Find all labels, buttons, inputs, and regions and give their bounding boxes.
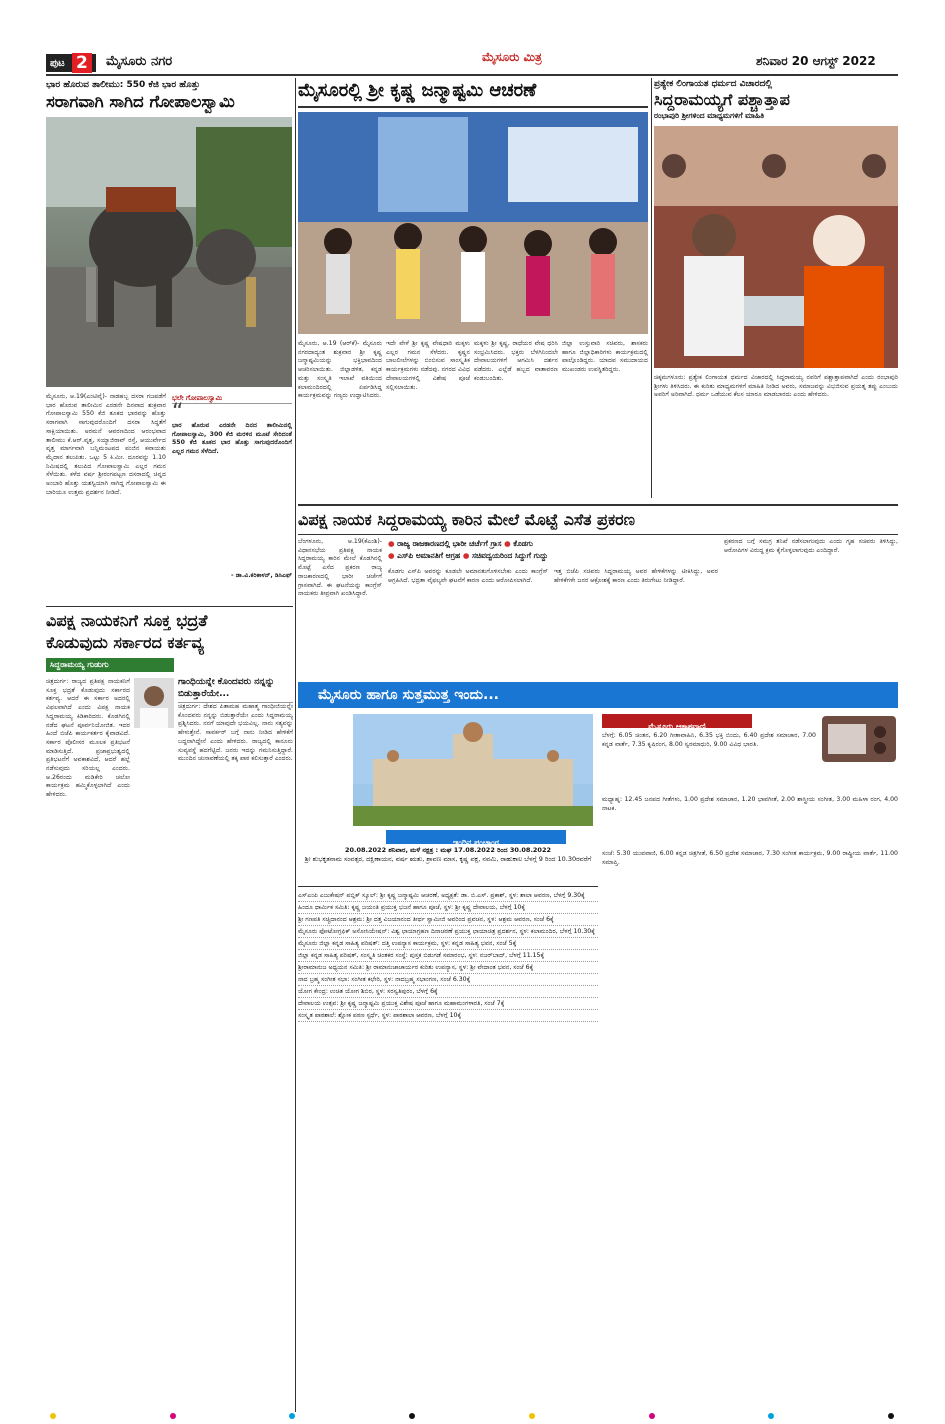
column-rule <box>295 78 296 1412</box>
security-body: ಚಿತ್ರದುರ್ಗ: ರಾಜ್ಯದ ಪ್ರತಿಪಕ್ಷ ನಾಯಕನಿಗೆ ಸೂಕ್ತ ಭದ್ರತೆ ಕೊಡುವುದು ಸರ್ಕಾರದ ಕರ್ತವ್ಯ. ಆದರೆ ಈ ಸರ್ಕಾರ ಅದರಲ್ಲಿ ವಿಫಲವಾಗಿದೆ ಎಂದು ವಿಪಕ್ಷ ನಾಯಕ ಸಿದ್ದರಾಮಯ್ಯ ಕಿಡಿಕಾರಿದರು. ಕೊಡಗಿನಲ್ಲಿ ನಡೆದ ಘಟನೆ ಪೂರ್ವನಿಯೋಜಿತ. ಇದರ ಹಿಂದೆ ಬಿಜೆಪಿ ಕಾರ್ಯಕರ್ತರ ಕೈವಾಡವಿದೆ. ಸರ್ಕಾರ ಪೊಲೀಸರ ಮೂಲಕ ಪ್ರತಿಭಟನೆ ಮಾಡಿಸುತ್ತಿದೆ. ಪ್ರಜಾಪ್ರಭುತ್ವದಲ್ಲಿ ಪ್ರತಿಭಟನೆಗೆ ಅವಕಾಶವಿದೆ, ಆದರೆ ಹಲ್ಲೆ ನಡೆಸುವುದು ಸರಿಯಲ್ಲ ಎಂದರು. ಆ.26ರಂದು ಮಡಿಕೇರಿ ಚಲೋ ಕಾರ್ಯಕ್ರಮ ಹಮ್ಮಿಕೊಳ್ಳಲಾಗಿದೆ ಎಂದು ಹೇಳಿದರು. <box>46 678 130 799</box>
lead-body-3: ಮಕ್ಕಳು ಶ್ರೀ ಕೃಷ್ಣ, ರಾಧೆಯರ ವೇಷ ಧರಿಸಿ ಸಂಭ್ರಮಿಸಿದರು. ಭಕ್ತರು ಬೆಳಗಿನಿಂದಲೇ ದೇವಾಲಯಗಳಿಗೆ ಆಗಮಿಸಿ ದರ್ಶನ ಪಡೆದರು. ಎಲ್ಲೆಡೆ ಹಬ್ಬದ ವಾತಾವರಣ ಕಂಡುಬಂದಿತು. <box>474 340 558 382</box>
page-label: ಪುಟ 2 <box>46 54 96 72</box>
bullet-dot-icon: ● <box>388 551 395 560</box>
palace-photo <box>353 714 593 826</box>
event-item: ನಾದ ಬ್ರಹ್ಮ ಸಂಗೀತ ಸಭಾ: ಸಂಗೀತ ಕಛೇರಿ, ಸ್ಥಳ: ನಾದಬ್ರಹ್ಮ ಸಭಾಂಗಣ, ಸಂಜೆ 6.30ಕ್ಕೆ <box>298 974 598 986</box>
event-item: ಸಂಸ್ಕೃತ ಪಾಠಶಾಲೆ: ಶ್ಲೋಕ ಪಠಣ ಸ್ಪರ್ಧೆ, ಸ್ಥಳ: ಪಾಠಶಾಲಾ ಆವರಣ, ಬೆಳಗ್ಗೆ 10ಕ್ಕೆ <box>298 1010 598 1022</box>
banner-body-3: ಇತ್ತ ಬಿಜೆಪಿ ಸಚಿವರು ಸಿದ್ದರಾಮಯ್ಯ ಅವರ ಹೇಳಿಕೆಗಳನ್ನು ಟೀಕಿಸಿದ್ದು, ಅವರ ಹೇಳಿಕೆಗಳೇ ಜನರ ಆಕ್ರೋಶಕ್ಕೆ ಕಾರಣ ಎಂದು ತಿರುಗೇಟು ನೀಡಿದ್ದಾರೆ. <box>554 568 718 584</box>
banner-bullet-4: ಸಚಿವದ್ವಯರಿಂದ ಸಿದ್ದುಗೆ ಗುದ್ದು <box>471 551 548 560</box>
panchanga-box <box>298 846 598 887</box>
quote-box-title: ಭಲೇ ಗೋಪಾಲಸ್ವಾಮಿ <box>172 393 292 404</box>
quote-box <box>172 393 292 603</box>
page-date: ಶನಿವಾರ 20 ಆಗಸ್ಟ್ 2022 <box>756 54 876 68</box>
panchanga-line-1: 20.08.2022 ಶನಿವಾರ, ಮಳೆ ನಕ್ಷತ್ರ : ಮಘ 17.08.2022 ರಿಂದ 30.08.2022 <box>344 846 551 854</box>
event-item: ಜಿಲ್ಲಾ ಕನ್ನಡ ಸಾಹಿತ್ಯ ಪರಿಷತ್, ಸಂಸ್ಕೃತಿ ಚಿಂತಕರ ಸಂಸ್ಥೆ: ಪುಸ್ತಕ ಬಿಡುಗಡೆ ಸಮಾರಂಭ, ಸ್ಥಳ: ನಜರ್‌ಬಾದ್, ಬೆಳಗ್ಗೆ 11.15ಕ್ಕೆ <box>298 950 598 962</box>
event-item: ಮೈಸೂರು ಜಿಲ್ಲಾ ಕನ್ನಡ ಸಾಹಿತ್ಯ ಪರಿಷತ್: ದತ್ತಿ ಉಪನ್ಯಾಸ ಕಾರ್ಯಕ್ರಮ, ಸ್ಥಳ: ಕನ್ನಡ ಸಾಹಿತ್ಯ ಭವನ, ಸಂಜೆ 5ಕ್ಕೆ <box>298 938 598 950</box>
left-story <box>46 79 293 603</box>
banner-body-1: ಬೆಂಗಳೂರು, ಆ.19(ಕೆಎಂಶಿ)- ವಿಧಾನಸಭೆಯ ಪ್ರತಿಪಕ್ಷ ನಾಯಕ ಸಿದ್ದರಾಮಯ್ಯ ಕಾರಿನ ಮೇಲೆ ಕೊಡಗಿನಲ್ಲಿ ಮೊಟ್ಟೆ ಎಸೆದ ಪ್ರಕರಣ ರಾಜ್ಯ ರಾಜಕಾರಣದಲ್ಲಿ ಭಾರೀ ಚರ್ಚೆಗೆ ಗ್ರಾಸವಾಗಿದೆ. ಈ ಘಟನೆಯನ್ನು ಕಾಂಗ್ರೆಸ್ ನಾಯಕರು ತೀವ್ರವಾಗಿ ಖಂಡಿಸಿದ್ದಾರೆ. <box>298 538 382 598</box>
radio-body-2: ಮಧ್ಯಾಹ್ನ: 12.45 ಜನಪದ ಗೀತೆಗಳು, 1.00 ಪ್ರದೇಶ ಸಮಾಚಾರ, 1.20 ಭಾವಗೀತೆ, 2.00 ಶಾಸ್ತ್ರೀಯ ಸಂಗೀತ, 3.00 ಮಹಿಳಾ ರಂಗ, 4.00 ನಾಟಕ. <box>602 796 898 812</box>
registration-mark <box>649 1413 655 1419</box>
janmashtami-photo <box>298 112 648 334</box>
event-item: ಶ್ರೀ ಗಣಪತಿ ಸಚ್ಚಿದಾನಂದ ಆಶ್ರಮ: ಶ್ರೀ ದತ್ತ ವಿಜಯಾನಂದ ತೀರ್ಥ ಸ್ವಾಮೀಜಿ ಅವರಿಂದ ಪ್ರವಚನ, ಸ್ಥಳ: ಆಶ್ರಮ ಆವರಣ, ಸಂಜೆ 6ಕ್ಕೆ <box>298 914 598 926</box>
lead-headline: ಮೈಸೂರಲ್ಲಿ ಶ್ರೀ ಕೃಷ್ಣ ಜನ್ಮಾಷ್ಟಮಿ ಆಚರಣೆ <box>298 80 537 101</box>
right-headline: ಸಿದ್ದರಾಮಯ್ಯಗೆ ಪಶ್ಚಾತ್ತಾಪ <box>654 90 790 109</box>
security-tab: ಸಿದ್ದರಾಮಯ್ಯ ಗುಡುಗು <box>46 658 174 672</box>
registration-mark <box>289 1413 295 1419</box>
section-rule <box>46 606 293 607</box>
gandhi-body: ಚಿತ್ರದುರ್ಗ: ದೇಶದ ಪಿತಾಮಹ ಮಹಾತ್ಮ ಗಾಂಧೀಜಿಯನ್ನೇ ಕೊಂದವರು ನನ್ನನ್ನು ಬಿಡುತ್ತಾರೆಯೇ ಎಂದು ಸಿದ್ದರಾಮಯ್ಯ ಪ್ರಶ್ನಿಸಿದರು. ನನಗೆ ಯಾವುದೇ ಭಯವಿಲ್ಲ. ನಾನು ಸತ್ಯವನ್ನು ಹೇಳುತ್ತೇನೆ. ಸಾವರ್ಕರ್ ಬಗ್ಗೆ ನಾನು ನೀಡಿದ ಹೇಳಿಕೆಗೆ ಬದ್ಧನಾಗಿದ್ದೇನೆ ಎಂದು ಹೇಳಿದರು. ರಾಜ್ಯದಲ್ಲಿ ಕಾನೂನು ಸುವ್ಯವಸ್ಥೆ ಹದಗೆಟ್ಟಿದೆ. ಜನರು ಇದನ್ನು ಗಮನಿಸುತ್ತಿದ್ದಾರೆ. ಮುಂದಿನ ಚುನಾವಣೆಯಲ್ಲಿ ತಕ್ಕ ಪಾಠ ಕಲಿಸುತ್ತಾರೆ ಎಂದರು. <box>178 703 293 763</box>
quote-box-credit: - ಡಾ.ವಿ.ಕರಿಕಾಳನ್, ಡಿಸಿಎಫ್ <box>231 572 292 579</box>
palace-illustration <box>353 714 593 826</box>
radio-title-box <box>602 714 752 731</box>
page-number: 2 <box>72 53 92 73</box>
janmashtami-illustration <box>298 112 648 334</box>
siddaramaiah-photo <box>134 678 174 728</box>
radio-body-3: ಸಂಜೆ: 5.30 ಯುವವಾಣಿ, 6.00 ಕನ್ನಡ ಚಿತ್ರಗೀತೆ, 6.50 ಪ್ರದೇಶ ಸಮಾಚಾರ, 7.30 ಸಂಗೀತ ಕಾರ್ಯಕ್ರಮ, 9.00 ರಾಷ್ಟ್ರೀಯ ವಾರ್ತೆ, 11.00 ಸಮಾಪ್ತಿ. <box>602 850 898 866</box>
radio-icon <box>822 716 896 762</box>
radio-box <box>602 714 898 1410</box>
registration-mark <box>50 1413 56 1419</box>
section-name: ಮೈಸೂರು ನಗರ <box>106 54 173 69</box>
lead-body-4: ಜಿಲ್ಲಾ ಉಸ್ತುವಾರಿ ಸಚಿವರು, ಶಾಸಕರು ಹಾಗೂ ಜಿಲ್ಲಾಧಿಕಾರಿಗಳು ಕಾರ್ಯಕ್ರಮದಲ್ಲಿ ಪಾಲ್ಗೊಂಡಿದ್ದರು. ಯಾದವ ಸಮುದಾಯದ ಮುಖಂಡರು ಉಪಸ್ಥಿತರಿದ್ದರು. <box>562 340 648 374</box>
right-kicker: ಪ್ರತ್ಯೇಕ ಲಿಂಗಾಯತ ಧರ್ಮದ ವಿಚಾರದಲ್ಲಿ <box>654 79 773 89</box>
column-rule <box>651 78 652 498</box>
rambhapuri-illustration <box>654 126 898 368</box>
security-story <box>46 610 293 1410</box>
banner-headline: ವಿಪಕ್ಷ ನಾಯಕ ಸಿದ್ದರಾಮಯ್ಯ ಕಾರಿನ ಮೇಲೆ ಮೊಟ್ಟೆ ಎಸೆತ ಪ್ರಕರಣ <box>298 510 635 529</box>
security-headline-2: ಕೊಡುವುದು ಸರ್ಕಾರದ ಕರ್ತವ್ಯ <box>46 633 204 652</box>
gandhi-headline: ಗಾಂಧಿಯನ್ನೇ ಕೊಂದವರು ನನ್ನನ್ನು ಬಿಡುತ್ತಾರೆಯೇ... <box>178 676 293 703</box>
rambhapuri-photo <box>654 126 898 368</box>
banner-bullet-2: ಕೊಡಗು <box>513 539 533 548</box>
gandhi-story <box>178 676 293 1396</box>
event-item: ಹಿಂದೂ ಧಾರ್ಮಿಕ ಸಮಿತಿ: ಕೃಷ್ಣ ಜಯಂತಿ ಪ್ರಯುಕ್ತ ಭಜನೆ ಹಾಗೂ ಪೂಜೆ, ಸ್ಥಳ: ಶ್ರೀ ಕೃಷ್ಣ ದೇವಾಲಯ, ಬೆಳಗ್ಗೆ 10ಕ್ಕೆ <box>298 902 598 914</box>
panchanga-title: ಇಂದಿನ ಪಂಚಾಂಗ <box>386 830 566 844</box>
bullet-dot-icon: ● <box>388 539 395 548</box>
event-item: ಯೋಗ ಕೇಂದ್ರ: ಉಚಿತ ಯೋಗ ಶಿಬಿರ, ಸ್ಥಳ: ಸರಸ್ವತಿಪುರಂ, ಬೆಳಗ್ಗೆ 6ಕ್ಕೆ <box>298 986 598 998</box>
right-body: ಚಿಕ್ಕಮಗಳೂರು: ಪ್ರತ್ಯೇಕ ಲಿಂಗಾಯತ ಧರ್ಮದ ವಿಚಾರದಲ್ಲಿ ಸಿದ್ದರಾಮಯ್ಯ ನವರಿಗೆ ಪಶ್ಚಾತ್ತಾಪವಾಗಿದೆ ಎಂದು ರಂಭಾಪುರಿ ಶ್ರೀಗಳು ತಿಳಿಸಿದರು. ಈ ಕುರಿತು ಮಾಧ್ಯಮಗಳಿಗೆ ಮಾಹಿತಿ ನೀಡಿದ ಅವರು, ಸಮಾಜವನ್ನು ವಿಭಜಿಸುವ ಪ್ರಯತ್ನ ತಪ್ಪು ಎಂಬುದು ಅವರಿಗೆ ಅರಿವಾಗಿದೆ. ಧರ್ಮ ಒಡೆಯುವ ಕೆಲಸ ಯಾರೂ ಮಾಡಬಾರದು ಎಂದು ಹೇಳಿದರು. <box>654 374 898 399</box>
elephant-illustration <box>46 117 292 387</box>
quote-mark-icon: “ <box>172 400 184 425</box>
event-item: ಶ್ರೀರಾಮಾನುಜ ಅಧ್ಯಯನ ಸಮಿತಿ: ಶ್ರೀ ರಾಮಾನುಜಾಚಾರ್ಯರ ಕುರಿತು ಉಪನ್ಯಾಸ, ಸ್ಥಳ: ಶ್ರೀ ವೇದಾಂತ ಭವನ, ಸಂಜೆ 6ಕ್ಕೆ <box>298 962 598 974</box>
elephant-photo <box>46 117 292 387</box>
registration-mark <box>768 1413 774 1419</box>
events-banner: ಮೈಸೂರು ಹಾಗೂ ಸುತ್ತಮುತ್ತ ಇಂದು... <box>298 682 898 708</box>
lead-headline-box <box>298 78 648 108</box>
security-headline-1: ವಿಪಕ್ಷ ನಾಯಕನಿಗೆ ಸೂಕ್ತ ಭದ್ರತೆ <box>46 611 208 630</box>
right-story <box>654 78 898 498</box>
registration-mark <box>409 1413 415 1419</box>
event-item: ಎಸ್‌ಎಂಪಿ ಎಜುಕೇಷನ್ ಪಬ್ಲಿಕ್ ಸ್ಕೂಲ್: ಶ್ರೀ ಕೃಷ್ಣ ಜನ್ಮಾಷ್ಟಮಿ ಆಚರಣೆ, ಅಧ್ಯಕ್ಷತೆ: ಡಾ. ಬಿ.ಎಸ್. ಪ್ರಕಾಶ್, ಸ್ಥಳ: ಶಾಲಾ ಆವರಣ, ಬೆಳಗ್ಗೆ 9.30ಕ್ಕೆ <box>298 890 598 902</box>
registration-mark <box>529 1413 535 1419</box>
event-item: ದೇವಾಲಯ ಉತ್ಸವ: ಶ್ರೀ ಕೃಷ್ಣ ಜನ್ಮಾಷ್ಟಮಿ ಪ್ರಯುಕ್ತ ವಿಶೇಷ ಪೂಜೆ ಹಾಗೂ ಮಹಾಮಂಗಳಾರತಿ, ಸಂಜೆ 7ಕ್ಕೆ <box>298 998 598 1010</box>
banner-headline-box <box>298 504 898 535</box>
bullet-dot-icon: ● <box>504 539 511 548</box>
radio-body-1: ಬೆಳಗ್ಗೆ: 6.05 ಚಿಂತನ, 6.20 ಗೀತಾವಾಹಿನಿ, 6.35 ಭಕ್ತಿ ಬಿಂದು, 6.40 ಪ್ರದೇಶ ಸಮಾಚಾರ, 7.00 ಕನ್ನಡ ವಾರ್ತೆ, 7.35 ಕೃಷಿರಂಗ, 8.00 ಸ್ವರಮಾಧುರಿ, 9.00 ವಿವಿಧ ಭಾರತಿ. <box>602 732 816 748</box>
page-header <box>46 50 898 72</box>
lead-body-1: ಮೈಸೂರು, ಆ.19 (ಆರ್‌ಕೆ)- ಮೈಸೂರು ನಗರದಾದ್ಯಂತ ಶುಕ್ರವಾರ ಶ್ರೀ ಕೃಷ್ಣ ಜನ್ಮಾಷ್ಟಮಿಯನ್ನು ಭಕ್ತಿಭಾವದಿಂದ ಆಚರಿಸಲಾಯಿತು. ಜಿಲ್ಲಾಡಳಿತ, ಕನ್ನಡ ಮತ್ತು ಸಂಸ್ಕೃತಿ ಇಲಾಖೆ ವತಿಯಿಂದ ಕಲಾಮಂದಿರದಲ್ಲಿ ಏರ್ಪಡಿಸಿದ್ದ ಕಾರ್ಯಕ್ರಮವನ್ನು ಗಣ್ಯರು ಉದ್ಘಾಟಿಸಿದರು. <box>298 340 382 400</box>
portrait-illustration <box>134 678 174 728</box>
events-list <box>298 890 598 1410</box>
left-headline: ಸರಾಗವಾಗಿ ಸಾಗಿದ ಗೋಪಾಲಸ್ವಾಮಿ <box>46 92 235 111</box>
banner-bullet-3: ಎಸ್‌ಪಿ ಅಮಾನತಿಗೆ ಆಗ್ರಹ <box>397 551 461 560</box>
registration-marks <box>46 1413 898 1421</box>
banner-body-4: ಪ್ರಕರಣದ ಬಗ್ಗೆ ಸಮಗ್ರ ತನಿಖೆ ನಡೆಸಲಾಗುವುದು ಎಂದು ಗೃಹ ಸಚಿವರು ತಿಳಿಸಿದ್ದು, ಆರೋಪಿಗಳ ವಿರುದ್ಧ ಕ್ರಮ ಕೈಗೊಳ್ಳಲಾಗುವುದು ಎಂದಿದ್ದಾರೆ. <box>724 538 898 554</box>
lead-story <box>298 78 648 498</box>
right-subhead: ರಂಭಾಪುರಿ ಶ್ರೀಗಳಿಂದ ಮಾಧ್ಯಮಗಳಿಗೆ ಮಾಹಿತಿ <box>654 111 765 120</box>
left-body: ಮೈಸೂರು, ಆ.19(ಎಂಟಿವೈ)- ನಾಡಹಬ್ಬ ದಸರಾ ಗಜಪಡೆಗೆ ಭಾರ ಹೊರುವ ತಾಲೀಮಿನ ಎರಡನೇ ದಿನವಾದ ಶುಕ್ರವಾರ ಗೋಪಾಲಸ್ವಾಮಿ 550 ಕೆಜಿ ತೂಕದ ಭಾರವನ್ನು ಹೊತ್ತು ಸರಾಗವಾಗಿ ಸಾಗುವುದರೊಂದಿಗೆ ದಸರಾ ಸಿದ್ಧತೆಗೆ ಸಾಕ್ಷಿಯಾಯಿತು. ಅರಮನೆ ಆವರಣದಿಂದ ಆರಂಭವಾದ ತಾಲೀಮು ಕೆ.ಆರ್.ವೃತ್ತ, ಸಯ್ಯಾಜಿರಾವ್ ರಸ್ತೆ, ಆಯುರ್ವೇದ ವೃತ್ತ ಮಾರ್ಗವಾಗಿ ಬನ್ನಿಮಂಟಪದ ಪಂಜಿನ ಕವಾಯತು ಮೈದಾನ ತಲುಪಿತು. ಒಟ್ಟು 5 ಕಿ.ಮೀ. ದೂರವನ್ನು 1.10 ನಿಮಿಷದಲ್ಲಿ ತಲುಪಿದ ಗೋಪಾಲಸ್ವಾಮಿ ಎಲ್ಲರ ಗಮನ ಸೆಳೆಯಿತು. ಕಳೆದ ವರ್ಷ ಶ್ರೀರಂಗಪಟ್ಟಣ ದಸರಾದಲ್ಲಿ ಚಿನ್ನದ ಅಂಬಾರಿ ಹೊತ್ತು ಯಶಸ್ವಿಯಾಗಿ ಸಾಗಿದ್ದ ಗೋಪಾಲಸ್ವಾಮಿ ಈ ಬಾರಿಯೂ ಉತ್ತಮ ಪ್ರದರ್ಶನ ನೀಡಿದೆ. <box>46 393 166 496</box>
events-section <box>298 682 898 1412</box>
panchanga-line-2: ಶ್ರೀ ಶುಭಕೃತನಾಮ ಸಂವತ್ಸರ, ದಕ್ಷಿಣಾಯನ, ವರ್ಷ ಋತು, ಶ್ರಾವಣ ಮಾಸ, ಕೃಷ್ಣ ಪಕ್ಷ, ನವಮಿ, ರಾಹುಕಾಲ ಬೆಳಗ್ಗೆ 9 ರಿಂದ 10.30ರವರೆಗೆ <box>304 855 592 863</box>
banner-bullets <box>388 538 718 564</box>
quote-box-text: ಭಾರ ಹೊರುವ ಎರಡನೇ ದಿನದ ತಾಲೀಮಿನಲ್ಲಿ ಗೋಪಾಲಸ್ವಾಮಿ, 300 ಕೆಜಿ ಮರಳಿನ ಮೂಟೆ ಸೇರಿದಂತೆ 550 ಕೆಜಿ ತೂಕದ ಭಾರ ಹೊತ್ತು ಸಾಗುವುದರೊಂದಿಗೆ ಎಲ್ಲರ ಗಮನ ಸೆಳೆದಿದೆ. <box>172 422 292 456</box>
banner-story <box>298 504 898 674</box>
event-item: ಮೈಸೂರು ಫೋಟೋಗ್ರಫಿಕ್ ಅಸೋಸಿಯೇಷನ್: ವಿಶ್ವ ಛಾಯಾಗ್ರಹಣ ದಿನಾಚರಣೆ ಪ್ರಯುಕ್ತ ಛಾಯಾಚಿತ್ರ ಪ್ರದರ್ಶನ, ಸ್ಥಳ: ಕಲಾಮಂದಿರ, ಬೆಳಗ್ಗೆ 10.30ಕ್ಕೆ <box>298 926 598 938</box>
radio-title: ಮೈಸೂರು ಆಕಾಶವಾಣಿ <box>648 722 706 731</box>
banner-body-2: ಕೊಡಗು ಎಸ್‌ಪಿ ಅವರನ್ನು ಕೂಡಲೇ ಅಮಾನತುಗೊಳಿಸಬೇಕು ಎಂದು ಕಾಂಗ್ರೆಸ್ ಆಗ್ರಹಿಸಿದೆ. ಭದ್ರತಾ ವೈಫಲ್ಯವೇ ಘಟನೆಗೆ ಕಾರಣ ಎಂದು ಆರೋಪಿಸಲಾಗಿದೆ. <box>388 568 548 584</box>
header-rule <box>46 74 898 76</box>
masthead: ಮೈಸೂರು ಮಿತ್ರ <box>482 50 542 64</box>
banner-bullet-1: ರಾಜ್ಯ ರಾಜಕಾರಣದಲ್ಲಿ ಭಾರೀ ಚರ್ಚೆಗೆ ಗ್ರಾಸ <box>397 539 502 548</box>
left-kicker: ಭಾರ ಹೊರುವ ತಾಲೀಮು: 550 ಕೆಜಿ ಭಾರ ಹೊತ್ತು <box>46 80 200 90</box>
registration-mark <box>170 1413 176 1419</box>
lead-body-2: ಇದೇ ವೇಳೆ ಶ್ರೀ ಕೃಷ್ಣ ವೇಷಧಾರಿ ಮಕ್ಕಳು ಎಲ್ಲರ ಗಮನ ಸೆಳೆದರು. ಕೃಷ್ಣನ ಬಾಲಲೀಲೆಗಳನ್ನು ಬಿಂಬಿಸುವ ಸಾಂಸ್ಕೃತಿಕ ಕಾರ್ಯಕ್ರಮಗಳು ನಡೆದವು. ನಗರದ ವಿವಿಧ ದೇವಾಲಯಗಳಲ್ಲಿ ವಿಶೇಷ ಪೂಜೆ ಸಲ್ಲಿಸಲಾಯಿತು. <box>386 340 470 391</box>
registration-mark <box>888 1413 894 1419</box>
bullet-dot-icon: ● <box>462 551 470 560</box>
